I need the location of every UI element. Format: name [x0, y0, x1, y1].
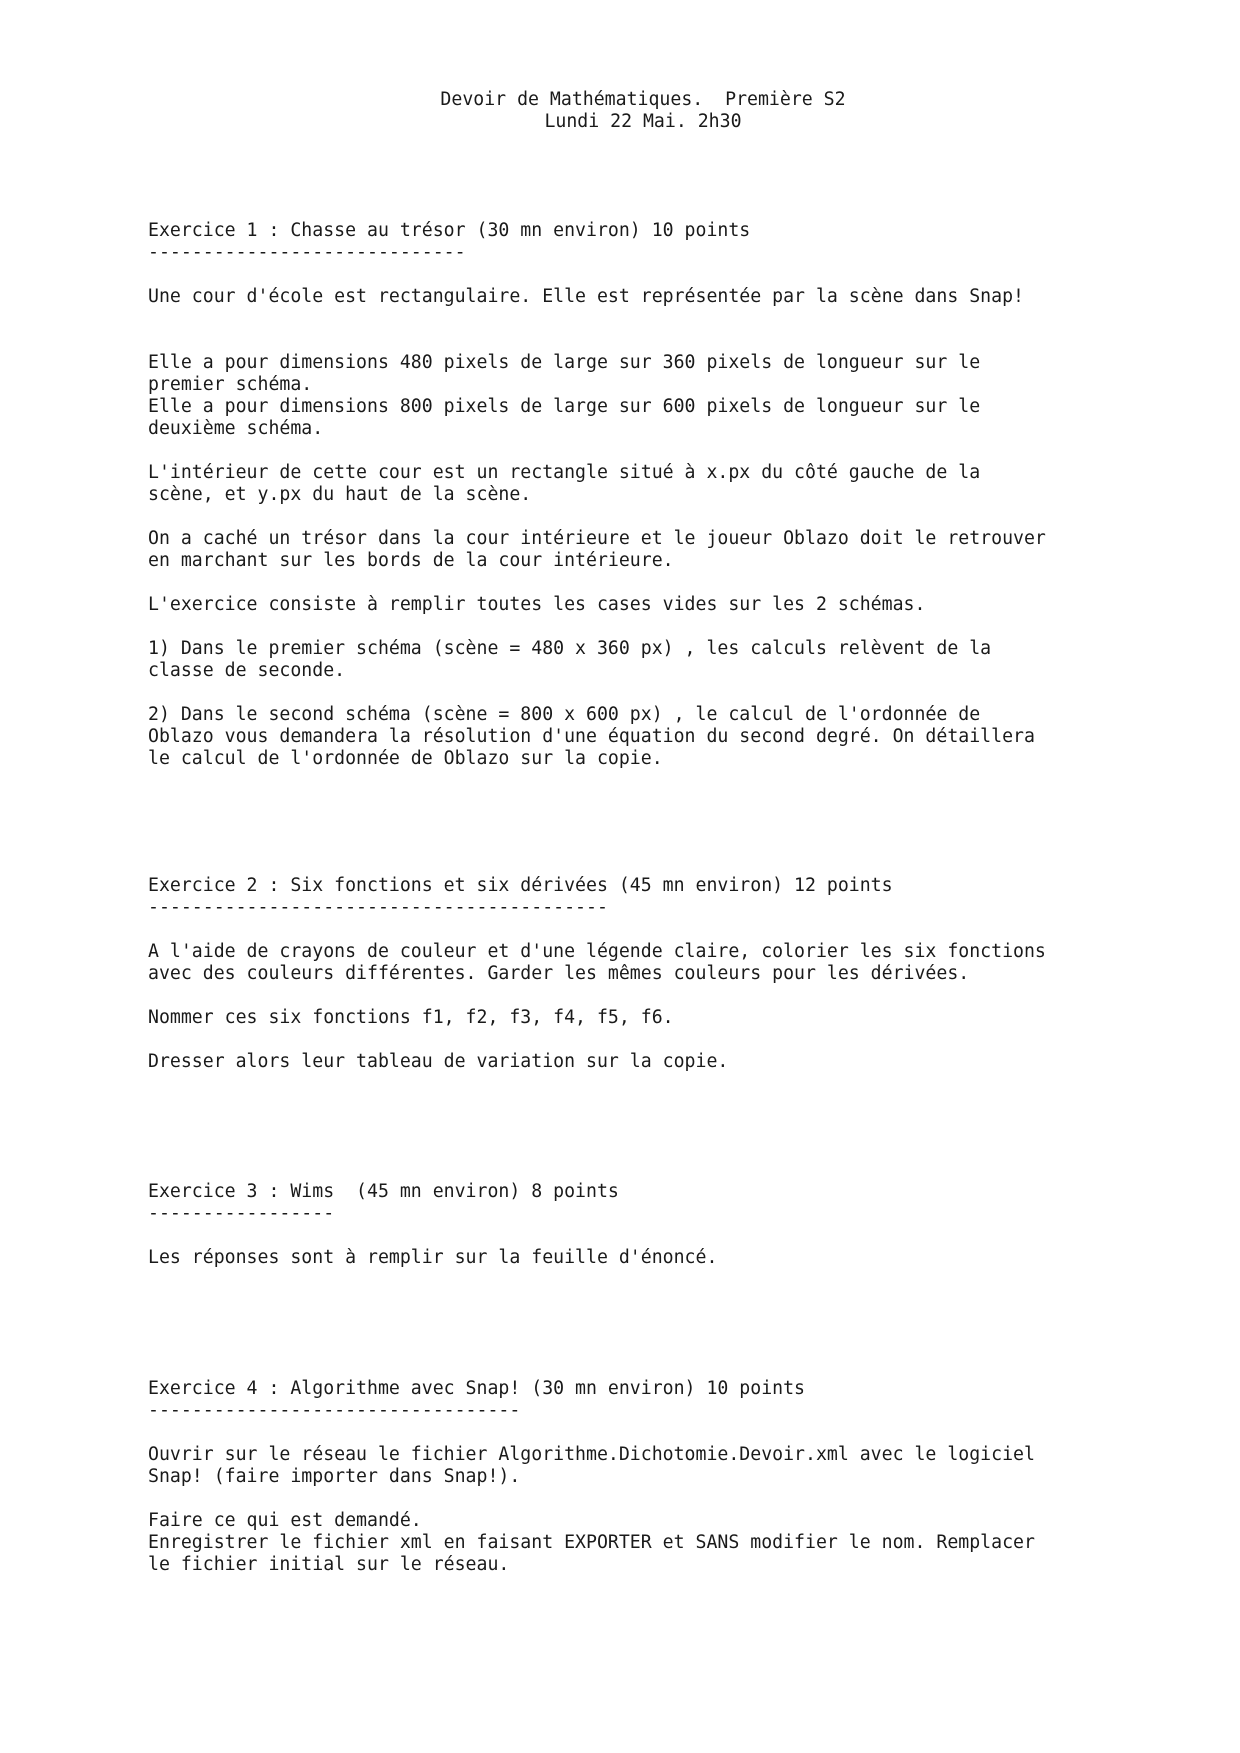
exercise-4-underline: ----------------------------------	[148, 1400, 521, 1421]
exercise-1-paragraph: Oblazo vous demandera la résolution d'une équation du second degré. On détaillera	[148, 726, 1035, 747]
document-date: Lundi 22 Mai. 2h30	[544, 111, 742, 132]
document-title: Devoir de Mathématiques. Première S2	[440, 89, 846, 110]
exercise-1-paragraph: scène, et y.px du haut de la scène.	[148, 484, 532, 505]
exercise-2-paragraph: Dresser alors leur tableau de variation sur la copie.	[148, 1051, 729, 1072]
exercise-1-paragraph: Elle a pour dimensions 480 pixels de large sur 360 pixels de longueur sur le	[148, 352, 981, 373]
exercise-1-paragraph: L'exercice consiste à remplir toutes les cases vides sur les 2 schémas.	[148, 594, 926, 615]
exercise-2	[148, 875, 1148, 1073]
exercise-1	[148, 220, 1148, 770]
exercise-1-paragraph: Elle a pour dimensions 800 pixels de large sur 600 pixels de longueur sur le	[148, 396, 981, 417]
exercise-1-paragraph: L'intérieur de cette cour est un rectangle situé à x.px du côté gauche de la	[148, 462, 981, 483]
exercise-1-title: Exercice 1 : Chasse au trésor (30 mn environ) 10 points	[148, 220, 751, 241]
exercise-1-paragraph: On a caché un trésor dans la cour intérieure et le joueur Oblazo doit le retrouver	[148, 528, 1046, 549]
exercise-1-paragraph: classe de seconde.	[148, 660, 346, 681]
exercise-4-title: Exercice 4 : Algorithme avec Snap! (30 mn environ) 10 points	[148, 1378, 805, 1399]
exercise-4-paragraph: Enregistrer le fichier xml en faisant EXPORTER et SANS modifier le nom. Remplacer	[148, 1532, 1035, 1553]
exercise-1-paragraph: 2) Dans le second schéma (scène = 800 x 600 px) , le calcul de l'ordonnée de	[148, 704, 981, 725]
exercise-3-underline: -----------------	[148, 1203, 335, 1224]
exercise-1-paragraph: le calcul de l'ordonnée de Oblazo sur la copie.	[148, 748, 663, 769]
exercise-1-paragraph: deuxième schéma.	[148, 418, 324, 439]
exercise-4-paragraph: Faire ce qui est demandé.	[148, 1510, 422, 1531]
exercise-2-paragraph: avec des couleurs différentes. Garder les mêmes couleurs pour les dérivées.	[148, 963, 970, 984]
exercise-3	[148, 1181, 1148, 1269]
exercise-4	[148, 1378, 1148, 1576]
exercise-1-paragraph: 1) Dans le premier schéma (scène = 480 x 360 px) , les calculs relèvent de la	[148, 638, 992, 659]
exercise-1-paragraph: en marchant sur les bords de la cour intérieure.	[148, 550, 674, 571]
exercise-2-paragraph: A l'aide de crayons de couleur et d'une légende claire, colorier les six fonctions	[148, 941, 1046, 962]
exercise-1-paragraph: Une cour d'école est rectangulaire. Elle est représentée par la scène dans Snap!	[148, 286, 1024, 307]
exercise-3-title: Exercice 3 : Wims (45 mn environ) 8 points	[148, 1181, 619, 1202]
exercise-1-paragraph: premier schéma.	[148, 374, 313, 395]
exercise-2-paragraph: Nommer ces six fonctions f1, f2, f3, f4, f5, f6.	[148, 1007, 674, 1028]
document-header	[0, 89, 1240, 133]
exercise-3-paragraph: Les réponses sont à remplir sur la feuille d'énoncé.	[148, 1247, 718, 1268]
exercise-4-paragraph: le fichier initial sur le réseau.	[148, 1554, 510, 1575]
exercise-1-underline: -----------------------------	[148, 242, 466, 263]
exercise-4-paragraph: Snap! (faire importer dans Snap!).	[148, 1466, 521, 1487]
exercise-2-title: Exercice 2 : Six fonctions et six dérivées (45 mn environ) 12 points	[148, 875, 893, 896]
exercise-4-paragraph: Ouvrir sur le réseau le fichier Algorithme.Dichotomie.Devoir.xml avec le logiciel	[148, 1444, 1035, 1465]
exercise-2-underline: ------------------------------------------	[148, 897, 608, 918]
